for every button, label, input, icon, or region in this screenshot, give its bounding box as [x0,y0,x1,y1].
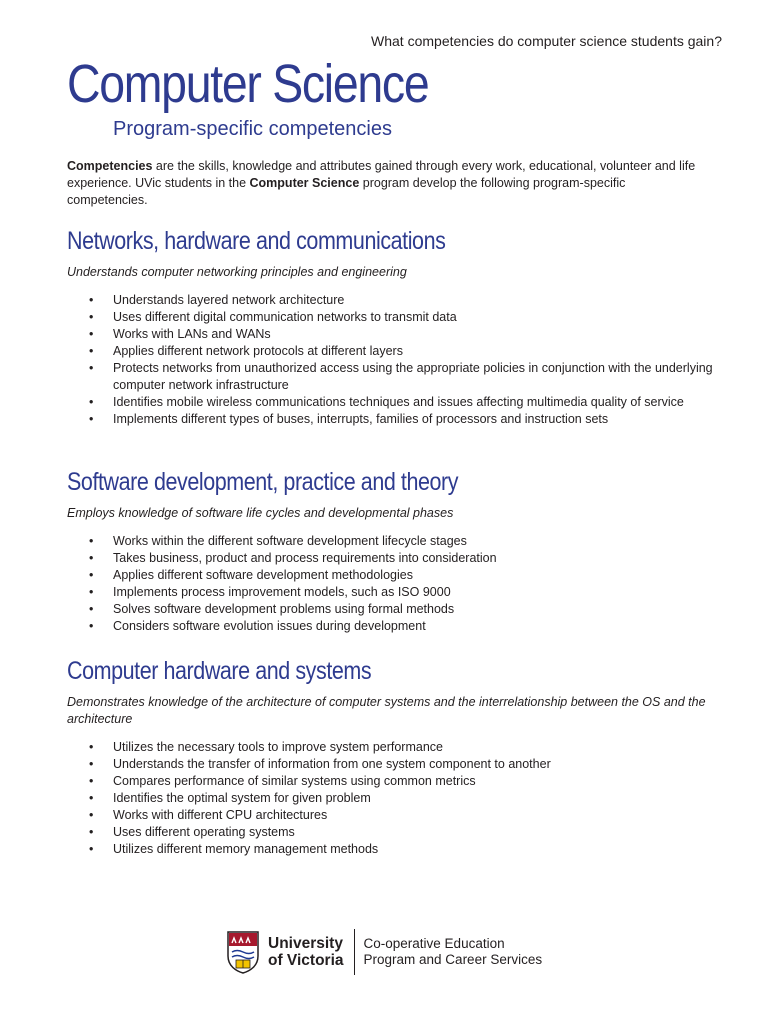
department-line-1: Co-operative Education [363,935,505,951]
list-item [67,533,717,550]
list-item-text: Utilizes different memory management methods [113,842,379,856]
list-item [67,739,717,756]
list-item-text: Implements different types of buses, interrupts, families of processors and instruction sets [113,412,609,426]
list-item-text: Uses different operating systems [113,825,295,839]
university-line-1: University [268,935,343,952]
bullet-icon: • [89,825,94,839]
section-networks [67,226,717,428]
competency-list [67,533,717,635]
bullet-icon: • [89,551,94,565]
page-subtitle: Program-specific competencies [113,118,392,140]
section-lead: Demonstrates knowledge of the architecture of computer systems and the interrelationship between the OS and the architecture [67,695,706,726]
list-item [67,841,717,858]
section-software [67,467,717,635]
competency-list [67,292,717,428]
list-item [67,773,717,790]
bullet-icon: • [89,361,94,375]
section-heading: Software development, practice and theory [67,468,459,496]
bullet-icon: • [89,327,94,341]
list-item [67,326,717,343]
bullet-icon: • [89,842,94,856]
university-line-2: of Victoria [268,952,344,969]
department-line-2: Program and Career Services [363,952,543,967]
list-item [67,618,717,635]
competency-list [67,739,717,858]
bullet-icon: • [89,568,94,582]
list-item [67,824,717,841]
bullet-icon: • [89,412,94,426]
list-item-text: Works with different CPU architectures [113,808,328,822]
list-item [67,601,717,618]
page-title: Computer Science [67,54,429,114]
university-name [268,935,344,969]
list-item [67,550,717,567]
list-item-text: Identifies the optimal system for given problem [113,791,371,805]
list-item [67,360,717,394]
list-item-text: Understands the transfer of information from one system component to another [113,757,551,771]
list-item-text: Uses different digital communication networks to transmit data [113,310,457,324]
intro-term: Competencies [67,159,153,173]
section-heading: Networks, hardware and communications [67,227,446,255]
list-item [67,567,717,584]
intro-paragraph [67,158,707,209]
bullet-icon: • [89,310,94,324]
list-item [67,790,717,807]
list-item [67,343,717,360]
intro-program: Computer Science [249,176,360,190]
list-item-text: Solves software development problems using formal methods [113,602,455,616]
bullet-icon: • [89,740,94,754]
bullet-icon: • [89,602,94,616]
bullet-icon: • [89,293,94,307]
bullet-icon: • [89,619,94,633]
list-item-text: Takes business, product and process requirements into consideration [113,551,497,565]
bullet-icon: • [89,808,94,822]
list-item-text: Works within the different software development lifecycle stages [113,534,467,548]
list-item-text: Works with LANs and WANs [113,327,271,341]
list-item [67,292,717,309]
list-item-text: Identifies mobile wireless communications techniques and issues affecting multimedia quality of service [113,395,684,409]
list-item-text: Applies different software development methodologies [113,568,413,582]
intro-text-2: program develop the following program-specific competencies. [67,176,626,207]
bullet-icon: • [89,757,94,771]
list-item [67,309,717,326]
section-lead: Employs knowledge of software life cycles and developmental phases [67,506,454,520]
section-lead: Understands computer networking principles and engineering [67,265,407,279]
list-item-text: Implements process improvement models, such as ISO 9000 [113,585,451,599]
list-item-text: Applies different network protocols at different layers [113,344,403,358]
bullet-icon: • [89,585,94,599]
section-hardware [67,656,717,858]
header-question: What competencies do computer science students gain? [371,33,722,49]
list-item [67,411,717,428]
footer [226,928,542,976]
department-name [364,936,543,969]
bullet-icon: • [89,534,94,548]
list-item [67,756,717,773]
list-item [67,394,717,411]
footer-divider [354,929,355,975]
list-item [67,807,717,824]
bullet-icon: • [89,395,94,409]
section-heading: Computer hardware and systems [67,657,372,685]
bullet-icon: • [89,344,94,358]
bullet-icon: • [89,791,94,805]
list-item-text: Protects networks from unauthorized access using the appropriate policies in conjunction with the underlying computer network infrastructure [113,361,713,392]
intro-text-1: are the skills, knowledge and attributes gained through every work, educational, volunteer and life experience. UVic students in the [67,159,696,190]
list-item-text: Utilizes the necessary tools to improve system performance [113,740,443,754]
list-item-text: Considers software evolution issues during development [113,619,426,633]
bullet-icon: • [89,774,94,788]
list-item-text: Understands layered network architecture [113,293,345,307]
list-item [67,584,717,601]
uvic-crest-icon [226,930,260,974]
list-item-text: Compares performance of similar systems using common metrics [113,774,476,788]
